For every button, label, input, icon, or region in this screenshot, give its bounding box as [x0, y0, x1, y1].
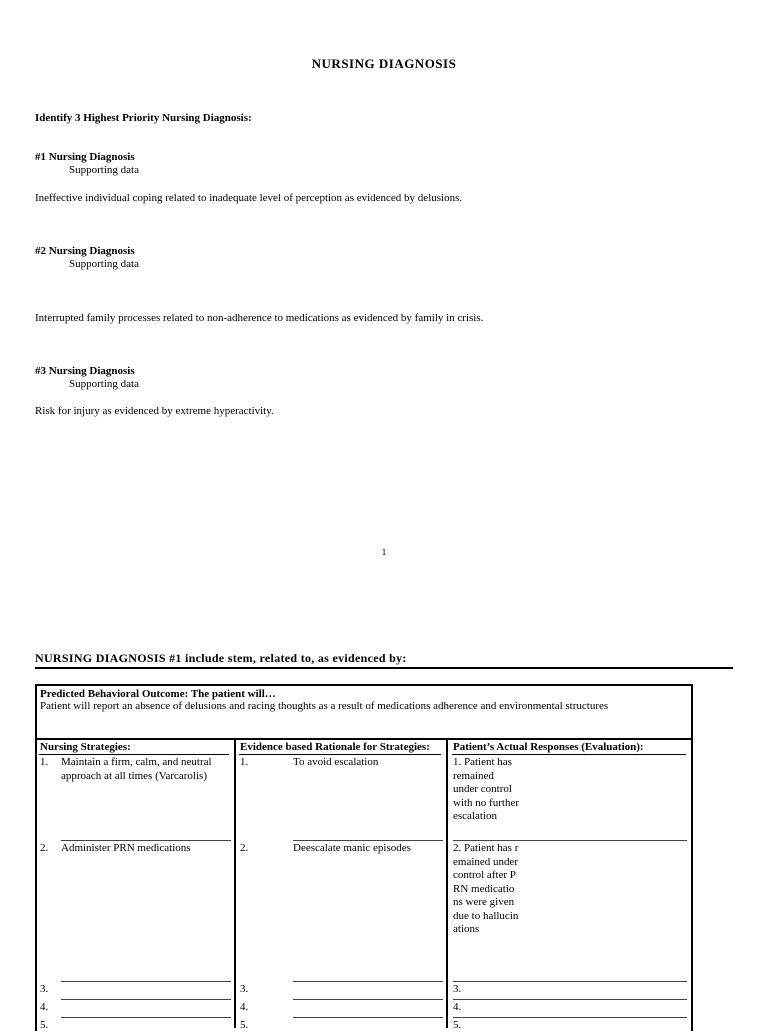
strategy-4-number: 4.	[40, 1001, 49, 1013]
row-line	[61, 999, 231, 1000]
col-header-rationale: Evidence based Rationale for Strategies:	[240, 741, 430, 753]
col-header-strategies: Nursing Strategies:	[40, 741, 131, 753]
rationale-3-number: 3.	[240, 983, 249, 995]
rationale-2-number: 2.	[240, 842, 249, 854]
column-divider-1	[234, 738, 236, 1028]
rationale-1-number: 1.	[240, 756, 249, 768]
identify-heading: Identify 3 Highest Priority Nursing Diagnosis:	[35, 112, 252, 124]
strategy-2-number: 2.	[40, 842, 49, 854]
diagnosis-3-supporting-label: Supporting data	[69, 378, 139, 390]
rationale-4-number: 4.	[240, 1001, 249, 1013]
col-header-underline	[452, 754, 686, 755]
row-line	[293, 840, 443, 841]
row-line	[61, 981, 231, 982]
row-line	[293, 981, 443, 982]
strategy-5-number: 5.	[40, 1019, 49, 1031]
page-number: 1	[381, 547, 387, 557]
response-3-number: 3.	[453, 983, 462, 995]
column-divider-2	[446, 738, 448, 1028]
row-line	[453, 981, 687, 982]
diagnosis-1-heading: #1 Nursing Diagnosis	[35, 151, 135, 163]
col-header-responses: Patient’s Actual Responses (Evaluation):	[453, 741, 644, 753]
response-1-text: 1. Patient has remained under control with no further escalation	[453, 756, 519, 822]
response-4-number: 4.	[453, 1001, 462, 1013]
heading-rule	[35, 667, 733, 669]
diagnosis-3-text: Risk for injury as evidenced by extreme hyperactivity.	[35, 405, 274, 417]
row-line	[293, 1017, 443, 1018]
row-line	[453, 840, 687, 841]
diagnosis-1-supporting-label: Supporting data	[69, 164, 139, 176]
strategy-2-text: Administer PRN medications	[61, 842, 191, 854]
response-5-number: 5.	[453, 1019, 462, 1031]
col-header-underline	[39, 754, 229, 755]
response-2-text: 2. Patient has remained under control after PRN medications were given due to hallucinations	[453, 842, 519, 935]
row-line	[293, 999, 443, 1000]
diagnosis-2-text: Interrupted family processes related to non-adherence to medications as evidenced by family in crisis.	[35, 312, 484, 324]
diagnosis-3-heading: #3 Nursing Diagnosis	[35, 365, 135, 377]
rationale-2-text: Deescalate manic episodes	[293, 842, 411, 854]
diagnosis-2-supporting-label: Supporting data	[69, 258, 139, 270]
outcome-text: Patient will report an absence of delusions and racing thoughts as a result of medications adherence and environmental structures	[40, 700, 609, 712]
diagnosis-1-text: Ineffective individual coping related to inadequate level of perception as evidenced by delusions.	[35, 192, 463, 204]
care-plan-table	[35, 684, 693, 1031]
row-line	[61, 840, 231, 841]
row-line	[453, 999, 687, 1000]
outcome-label: Predicted Behavioral Outcome: The patient will…	[40, 688, 276, 700]
rationale-5-number: 5.	[240, 1019, 249, 1031]
table-row-divider	[35, 738, 691, 740]
care-plan-heading: NURSING DIAGNOSIS #1 include stem, related to, as evidenced by:	[35, 651, 407, 665]
strategy-1-number: 1.	[40, 756, 49, 768]
diagnosis-2-heading: #2 Nursing Diagnosis	[35, 245, 135, 257]
row-line	[453, 1017, 687, 1018]
strategy-3-number: 3.	[40, 983, 49, 995]
col-header-underline	[239, 754, 441, 755]
strategy-1-text: Maintain a firm, calm, and neutral approach at all times (Varcarolis)	[61, 756, 212, 782]
page-title: NURSING DIAGNOSIS	[311, 56, 457, 71]
rationale-1-text: To avoid escalation	[293, 756, 379, 768]
row-line	[61, 1017, 231, 1018]
